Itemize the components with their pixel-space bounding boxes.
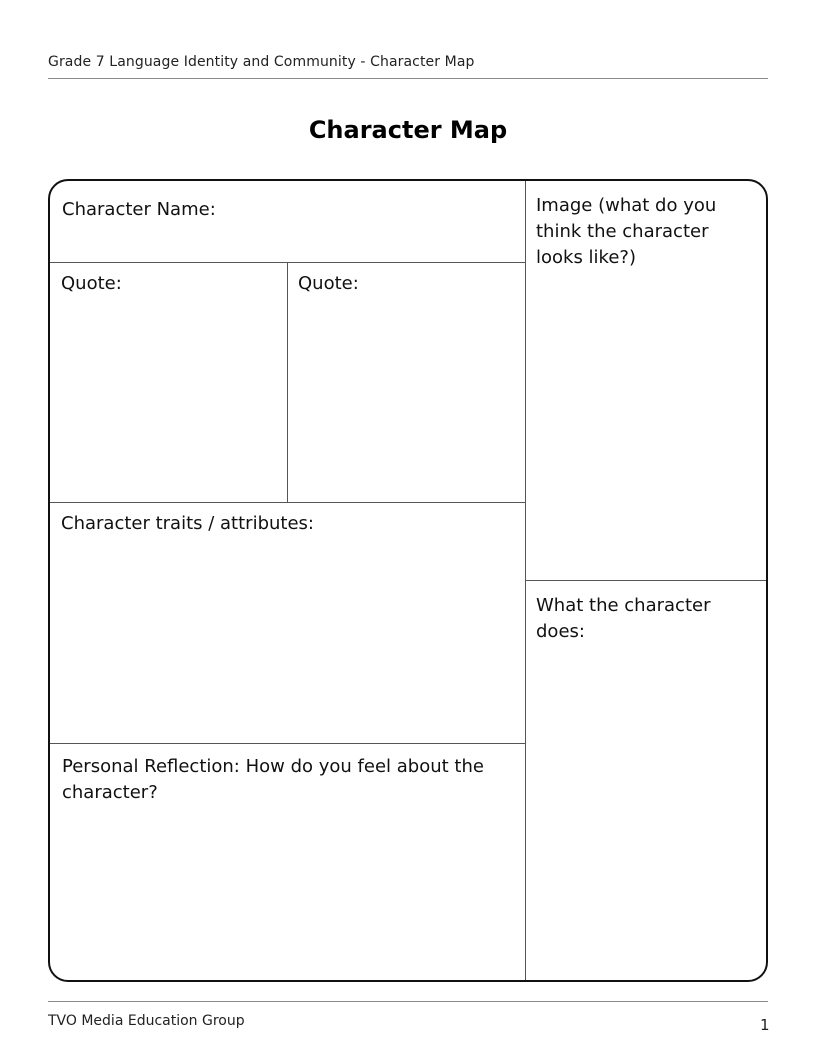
header-divider xyxy=(48,78,768,79)
actions-label: What the character does: xyxy=(536,595,711,642)
quote-right-label: Quote: xyxy=(298,273,359,294)
quote-left-cell[interactable] xyxy=(50,263,287,502)
character-name-label: Character Name: xyxy=(62,199,216,220)
actions-cell[interactable] xyxy=(526,581,768,982)
footer-publisher: TVO Media Education Group xyxy=(48,1013,245,1029)
image-label: Image (what do you think the character looks like?) xyxy=(536,195,717,268)
quote-left-label: Quote: xyxy=(61,273,122,294)
page-header: Grade 7 Language Identity and Community - Character Map xyxy=(48,54,475,70)
character-name-cell[interactable] xyxy=(50,181,525,262)
reflection-cell[interactable] xyxy=(50,744,525,982)
page-number: 1 xyxy=(760,1016,770,1034)
image-cell[interactable] xyxy=(526,181,768,580)
page-title: Character Map xyxy=(308,116,508,144)
quote-right-cell[interactable] xyxy=(288,263,525,502)
traits-cell[interactable] xyxy=(50,503,525,743)
traits-label: Character traits / attributes: xyxy=(61,513,314,534)
character-map-frame xyxy=(48,179,768,982)
reflection-label: Personal Reflection: How do you feel about the character? xyxy=(62,756,484,803)
footer-divider xyxy=(48,1001,768,1002)
